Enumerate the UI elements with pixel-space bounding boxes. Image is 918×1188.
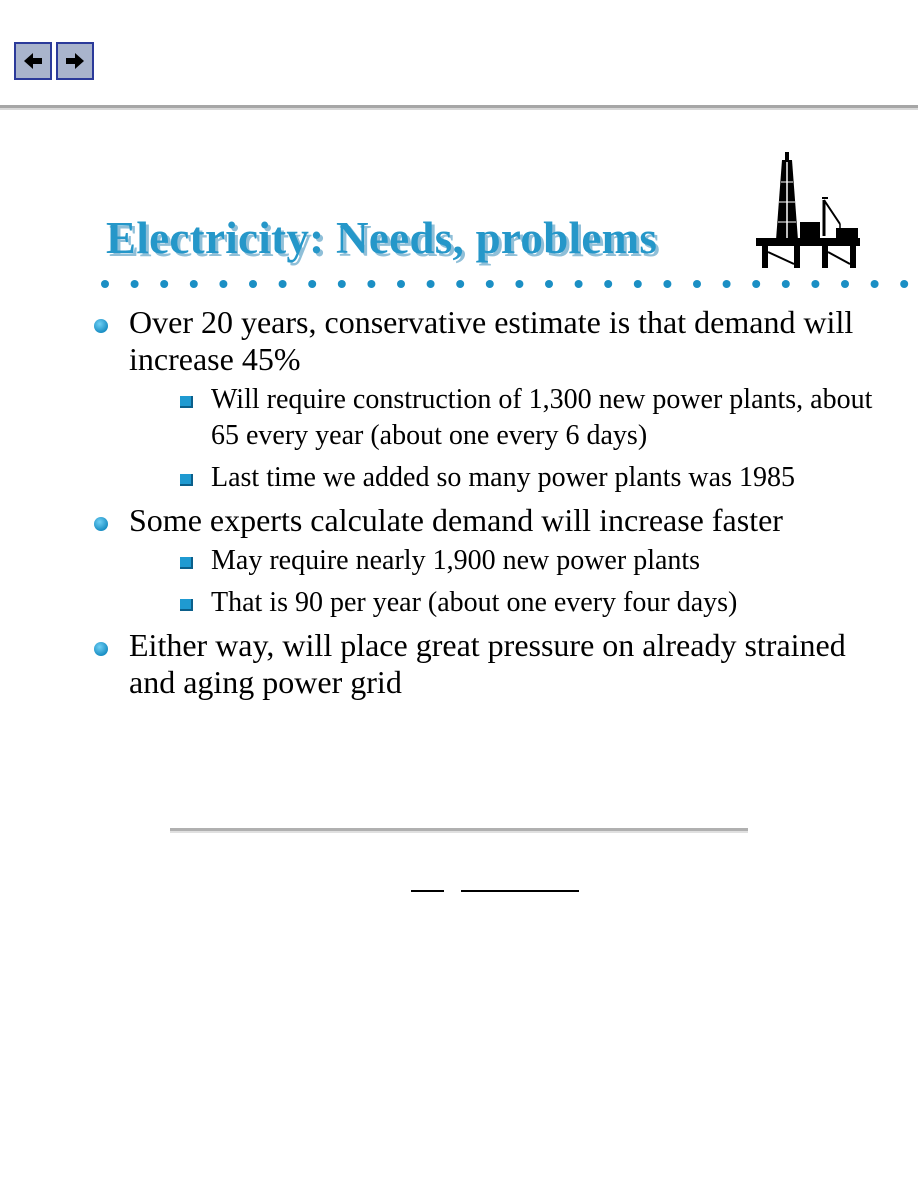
- divider-dot: [338, 280, 346, 288]
- sub-bullet-list: [173, 543, 892, 621]
- divider-dot: [515, 280, 523, 288]
- divider-dot: [693, 280, 701, 288]
- bullet-text: Some experts calculate demand will increase faster: [129, 502, 783, 538]
- slide-navigation: [14, 42, 94, 80]
- sub-bullet-list: [173, 382, 892, 496]
- divider-dot: [604, 280, 612, 288]
- sub-list-item: [173, 543, 892, 579]
- divider-dot: [575, 280, 583, 288]
- divider-dot: [871, 280, 879, 288]
- bullet-square-icon: [180, 396, 193, 408]
- slide-title: Electricity: Needs, problems: [106, 213, 658, 263]
- divider-dot: [723, 280, 731, 288]
- bullet-square-icon: [180, 599, 193, 611]
- sub-list-item: [173, 585, 892, 621]
- bullet-text: Either way, will place great pressure on already strained and aging power grid: [129, 627, 846, 700]
- divider-dot: [634, 280, 642, 288]
- divider-dot: [160, 280, 168, 288]
- divider-dot: [308, 280, 316, 288]
- sub-bullet-text: That is 90 per year (about one every four days): [211, 587, 738, 618]
- bullet-dot-icon: [94, 319, 108, 333]
- footer-links: [0, 870, 918, 894]
- divider-dot: [782, 280, 790, 288]
- bullet-square-icon: [180, 474, 193, 486]
- divider-dot: [131, 280, 139, 288]
- divider-dot: [841, 280, 849, 288]
- sub-bullet-text: May require nearly 1,900 new power plants: [211, 545, 701, 576]
- divider-dot: [219, 280, 227, 288]
- bullet-dot-icon: [94, 642, 108, 656]
- divider-dot: [900, 280, 908, 288]
- sub-bullet-text: Last time we added so many power plants was 1985: [211, 462, 795, 493]
- divider-dot: [456, 280, 464, 288]
- sub-list-item: [173, 382, 892, 454]
- list-item: [92, 627, 892, 701]
- list-item: [92, 304, 892, 496]
- list-item: [92, 502, 892, 621]
- divider-dot: [811, 280, 819, 288]
- footer-link-short[interactable]: [411, 870, 444, 892]
- arrow-right-icon: [64, 52, 86, 70]
- title-dotted-divider: [98, 277, 918, 291]
- divider-dot: [397, 280, 405, 288]
- divider-dot: [752, 280, 760, 288]
- next-slide-button[interactable]: [56, 42, 94, 80]
- divider-dot: [486, 280, 494, 288]
- divider-dot: [190, 280, 198, 288]
- divider-dot: [367, 280, 375, 288]
- divider-dot: [545, 280, 553, 288]
- footer-link-long[interactable]: [461, 870, 579, 892]
- sub-list-item: [173, 460, 892, 496]
- bullet-square-icon: [180, 557, 193, 569]
- oil-rig-icon: [752, 152, 864, 268]
- sub-bullet-text: Will require construction of 1,300 new power plants, about 65 every year (about one every 6 days): [211, 384, 873, 451]
- divider-dot: [101, 280, 109, 288]
- bullet-text: Over 20 years, conservative estimate is that demand will increase 45%: [129, 304, 854, 377]
- divider-dot: [663, 280, 671, 288]
- divider-dot: [249, 280, 257, 288]
- divider-dot: [279, 280, 287, 288]
- header-divider: [0, 105, 918, 110]
- bullet-list: [92, 300, 892, 701]
- arrow-left-icon: [22, 52, 44, 70]
- bullet-dot-icon: [94, 517, 108, 531]
- divider-dot: [427, 280, 435, 288]
- footer-divider: [170, 828, 748, 833]
- previous-slide-button[interactable]: [14, 42, 52, 80]
